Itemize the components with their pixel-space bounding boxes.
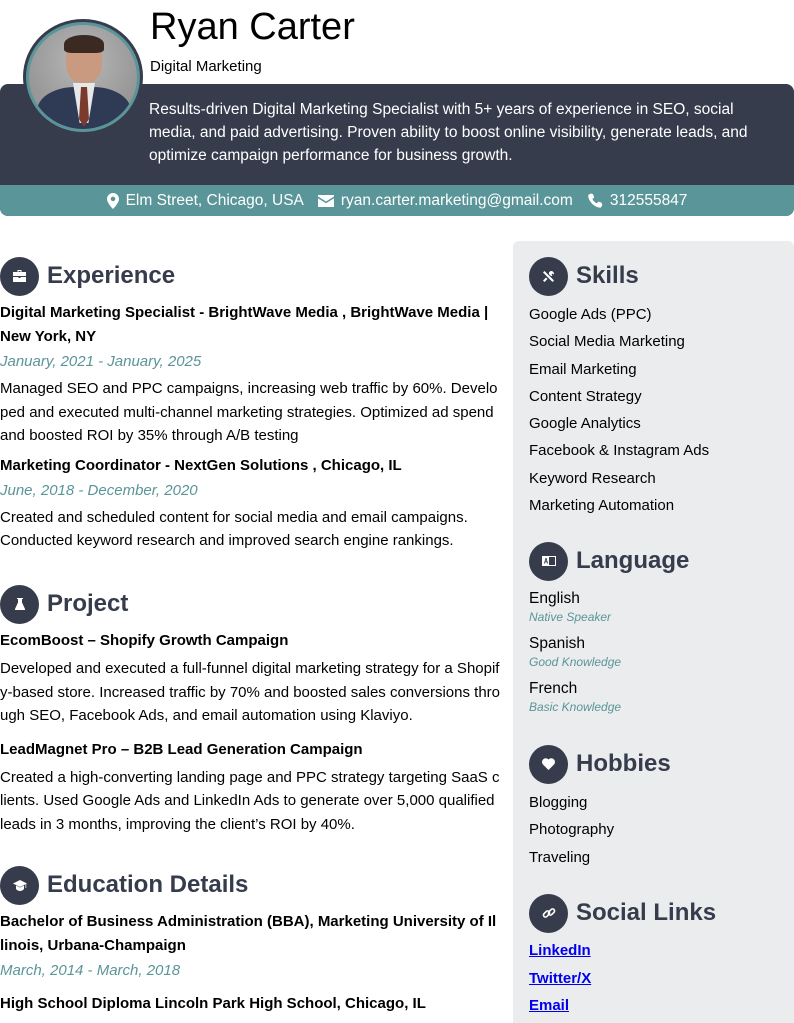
language-level: Native Speaker xyxy=(529,610,612,624)
project-entry xyxy=(0,629,500,728)
hobbies-section xyxy=(529,744,671,871)
skill-item: Social Media Marketing xyxy=(529,333,685,351)
entry-description: Created a high-converting landing page and PPC strategy targeting SaaS clients. Used Google Ads and LinkedIn Ads to generate over 5,000 qualified leads in 3 months, improving the client’s ROI by 40%. xyxy=(0,768,500,833)
education-entry xyxy=(0,992,500,1016)
contact-location xyxy=(107,192,304,210)
twitter-link[interactable]: Twitter/X xyxy=(529,969,592,987)
heart-icon xyxy=(529,745,568,784)
project-title: Project xyxy=(47,590,129,617)
language-title: Language xyxy=(576,547,690,574)
project-entry xyxy=(0,738,500,837)
skill-item: Marketing Automation xyxy=(529,497,675,515)
language-heading xyxy=(529,541,689,581)
language-name: Spanish xyxy=(529,635,586,652)
education-title: Education Details xyxy=(47,871,249,898)
summary-text: Results-driven Digital Marketing Specialist with 5+ years of experience in SEO, social media, and paid advertising. Proven ability to boost online visibility, generate leads, and optimize campaign performance for business growth. xyxy=(149,101,748,164)
tools-icon xyxy=(529,257,568,296)
entry-title: LeadMagnet Pro – B2B Lead Generation Campaign xyxy=(0,740,363,758)
language-icon xyxy=(529,542,568,581)
candidate-name: Ryan Carter xyxy=(150,6,355,48)
skills-title: Skills xyxy=(576,262,639,289)
contact-phone xyxy=(587,192,688,210)
phone-icon xyxy=(587,193,603,209)
hobbies-title: Hobbies xyxy=(576,750,671,777)
social-links-list xyxy=(529,937,716,1020)
entry-description: Managed SEO and PPC campaigns, increasing web traffic by 60%. Developed and executed multi-channel marketing strategies. Optimized ad spend and boosted ROI by 35% through A/B testing xyxy=(0,380,498,444)
location-pin-icon xyxy=(107,193,119,209)
social-heading xyxy=(529,893,716,933)
entry-description: Created and scheduled content for social media and email campaigns. Conducted keyword research and improved search engine rankings. xyxy=(0,508,468,549)
flask-icon xyxy=(0,585,39,624)
language-item xyxy=(529,634,689,670)
phone-text: 312555847 xyxy=(609,191,688,209)
linkedin-link[interactable]: LinkedIn xyxy=(529,942,591,959)
education-heading xyxy=(0,865,500,905)
language-level: Basic Knowledge xyxy=(529,700,622,714)
briefcase-icon xyxy=(0,257,39,296)
project-section xyxy=(0,584,500,836)
skill-item: Facebook & Instagram Ads xyxy=(529,442,710,460)
entry-date: March, 2014 - March, 2018 xyxy=(0,962,181,979)
entry-title: EcomBoost – Shopify Growth Campaign xyxy=(0,632,289,649)
language-list xyxy=(529,589,689,715)
profile-photo xyxy=(23,19,143,135)
language-item xyxy=(529,589,689,625)
skills-heading xyxy=(529,256,709,296)
experience-entry xyxy=(0,454,500,553)
link-icon xyxy=(529,894,568,933)
social-section xyxy=(529,893,716,1020)
email-text: ryan.carter.marketing@gmail.com xyxy=(340,191,573,209)
education-section xyxy=(0,865,500,1016)
location-text: Elm Street, Chicago, USA xyxy=(125,191,304,209)
hobby-item: Blogging xyxy=(529,794,588,811)
hobbies-list xyxy=(529,789,671,871)
education-entry xyxy=(0,910,500,982)
contact-email xyxy=(318,192,573,210)
language-section xyxy=(529,541,689,724)
entry-title: High School Diploma Lincoln Park High School, Chicago, IL xyxy=(0,995,426,1012)
entry-title: Digital Marketing Specialist - BrightWave Media , BrightWave Media | New York, NY xyxy=(0,304,489,345)
language-name: English xyxy=(529,590,580,607)
entry-title: Bachelor of Business Administration (BBA), Marketing University of Illinois, Urbana-Champaign xyxy=(0,913,497,954)
envelope-icon xyxy=(318,195,334,207)
skill-item: Google Analytics xyxy=(529,415,641,433)
entry-title: Marketing Coordinator - NextGen Solutions , Chicago, IL xyxy=(0,456,402,474)
skills-list xyxy=(529,301,709,519)
resume-header xyxy=(0,0,794,216)
experience-section xyxy=(0,256,500,553)
skill-item: Google Ads (PPC) xyxy=(529,306,652,323)
experience-entry xyxy=(0,301,500,448)
hobby-item: Photography xyxy=(529,821,615,839)
email-link[interactable]: Email xyxy=(529,997,570,1014)
language-level: Good Knowledge xyxy=(529,655,622,669)
candidate-role: Digital Marketing xyxy=(150,58,262,75)
skill-item: Email Marketing xyxy=(529,360,637,378)
entry-date: January, 2021 - January, 2025 xyxy=(0,353,202,370)
entry-description: Developed and executed a full-funnel digital marketing strategy for a Shopify-based store. Increased traffic by 70% and boosted sales conversions through SEO, Facebook Ads, and email automation using Klaviyo. xyxy=(0,660,501,724)
entry-date: June, 2018 - December, 2020 xyxy=(0,481,198,499)
graduation-cap-icon xyxy=(0,866,39,905)
hobby-item: Traveling xyxy=(529,848,591,866)
skill-item: Keyword Research xyxy=(529,469,656,487)
experience-title: Experience xyxy=(47,262,176,289)
skills-section xyxy=(529,256,709,519)
language-name: French xyxy=(529,680,578,697)
experience-heading xyxy=(0,256,500,296)
project-heading xyxy=(0,584,500,624)
language-item xyxy=(529,679,689,715)
hobbies-heading xyxy=(529,744,671,784)
skill-item: Content Strategy xyxy=(529,387,642,405)
contact-bar xyxy=(0,185,794,216)
social-title: Social Links xyxy=(576,899,717,926)
sidebar xyxy=(513,241,794,1023)
